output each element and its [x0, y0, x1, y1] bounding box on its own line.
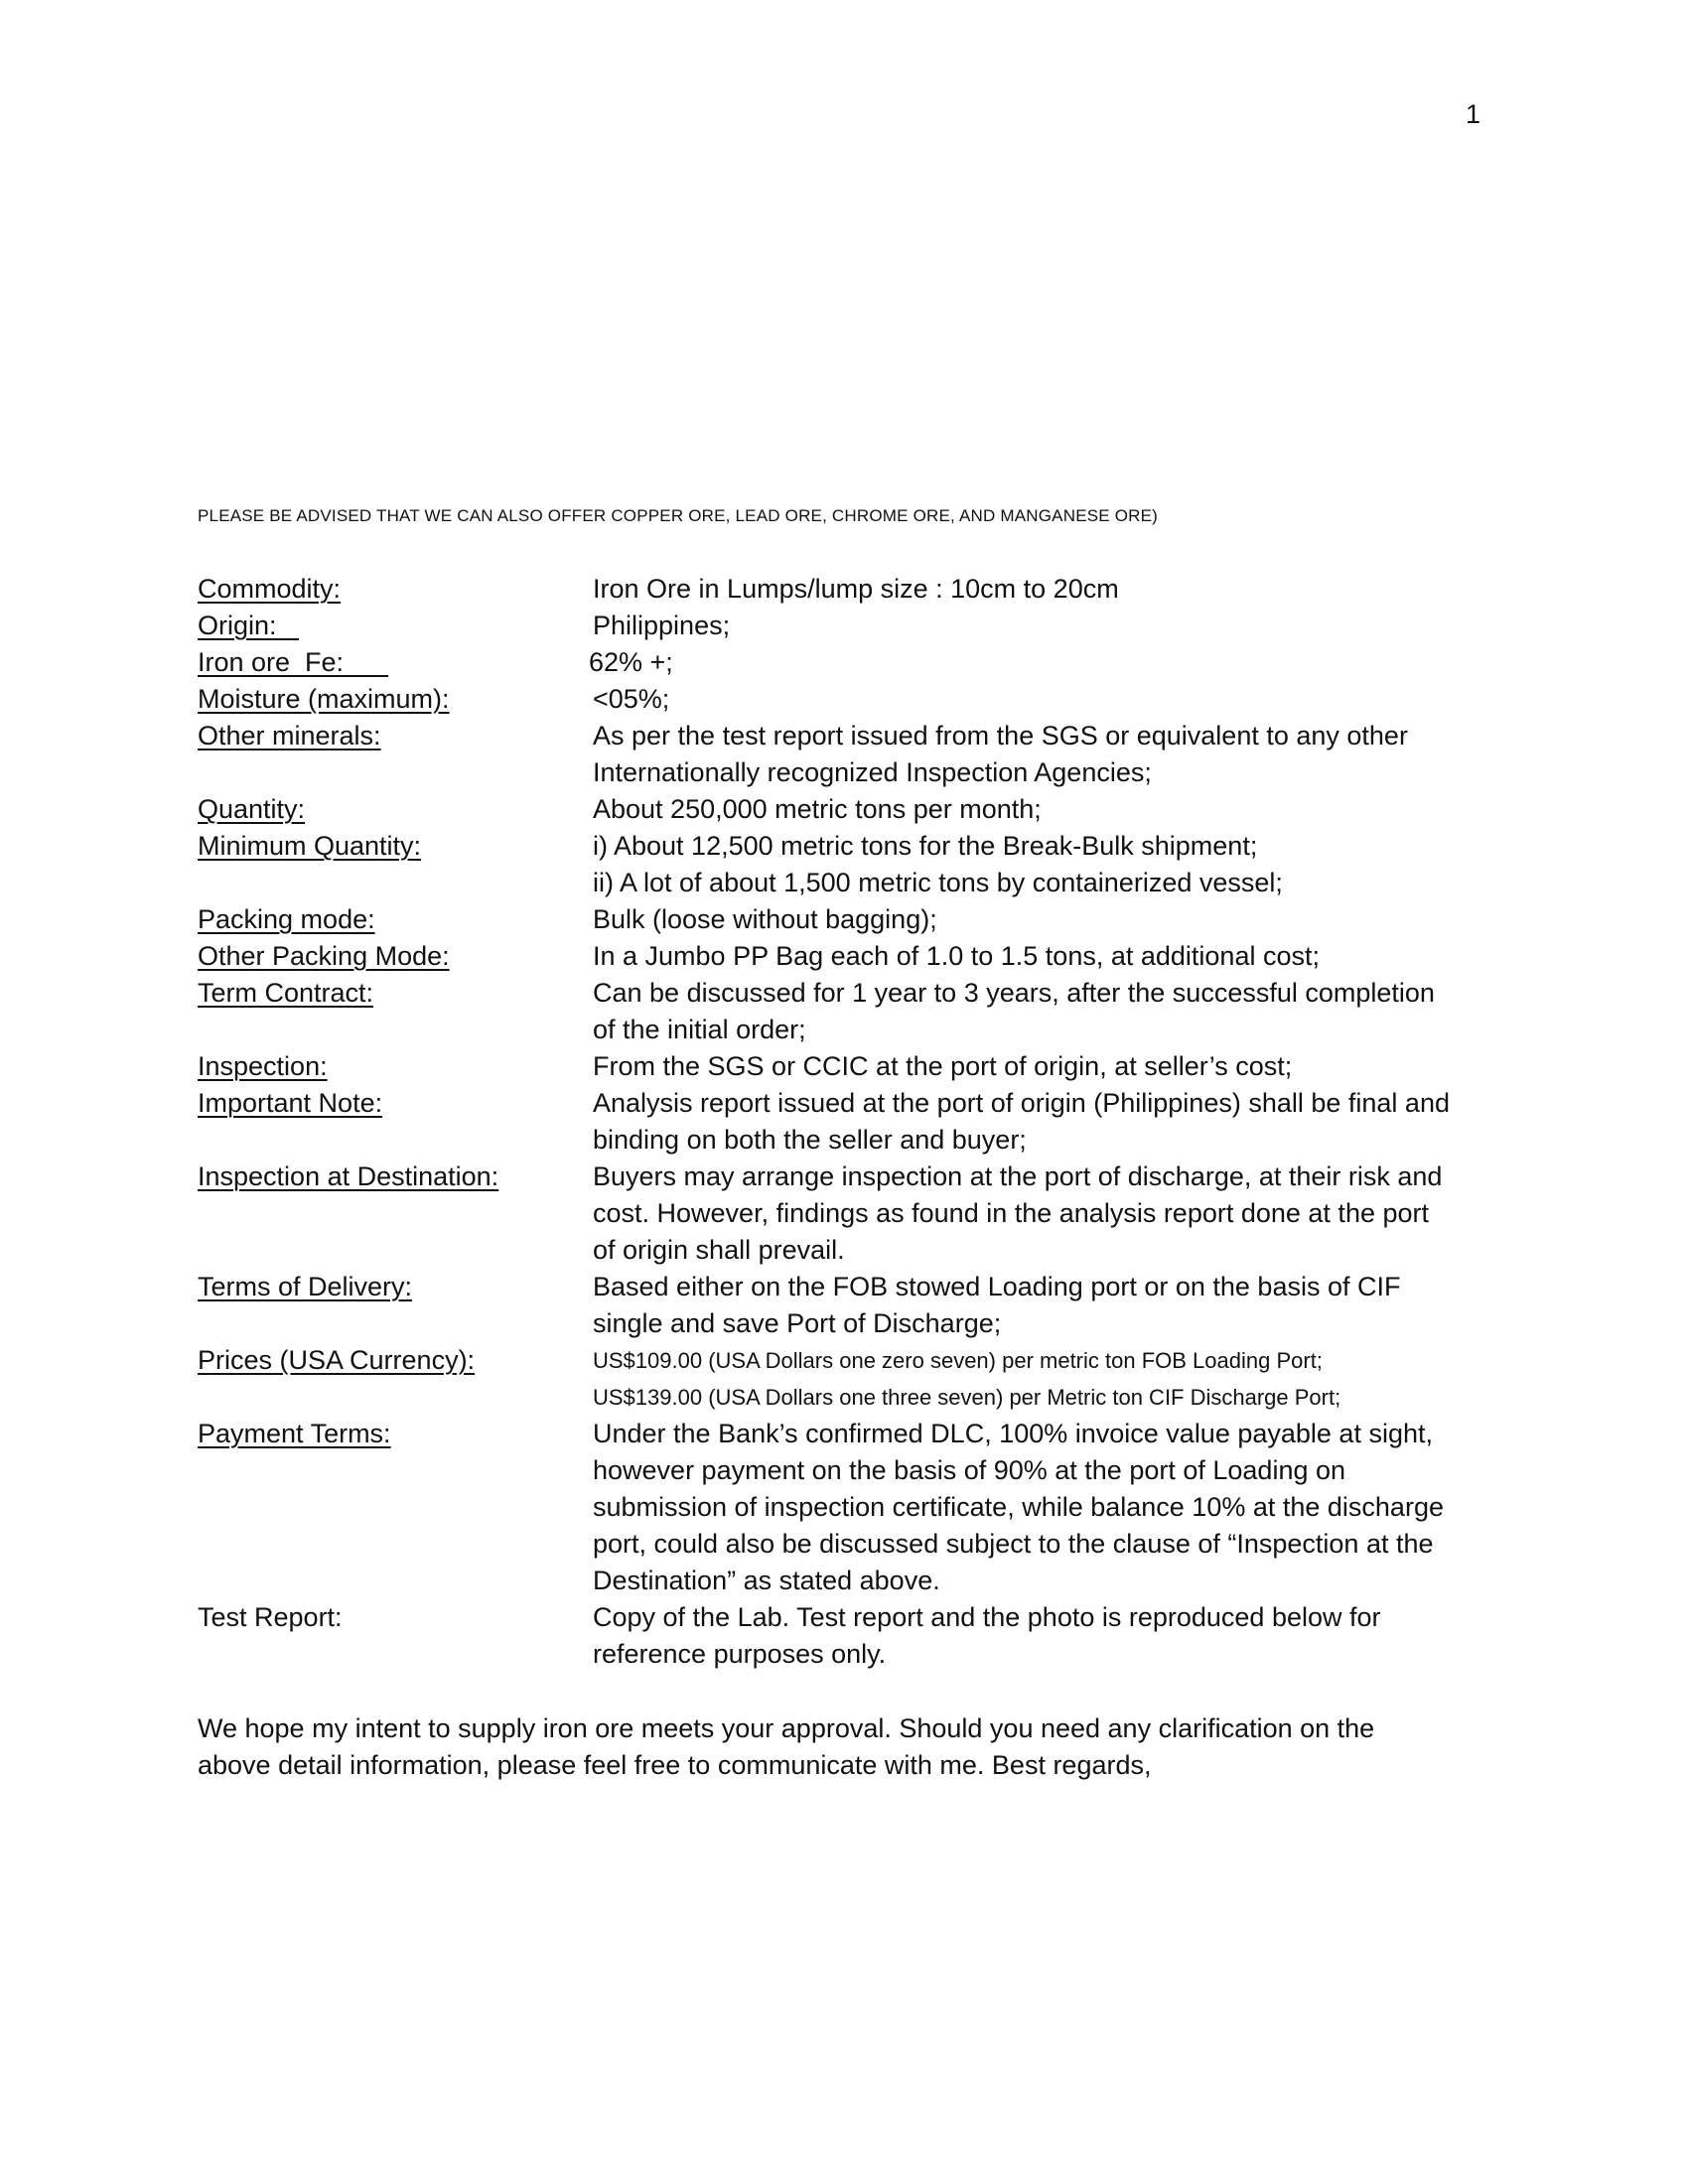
term-value-line: of the initial order;	[593, 1015, 806, 1044]
term-label: Other Packing Mode:	[198, 941, 450, 971]
term-value-line: Internationally recognized Inspection Agencies;	[593, 757, 1152, 787]
term-row-minimum-quantity	[198, 828, 1498, 901]
term-value-line: Copy of the Lab. Test report and the photo is reproduced below for	[593, 1602, 1381, 1632]
term-value-line: cost. However, findings as found in the analysis report done at the port	[593, 1198, 1429, 1228]
term-value	[593, 1085, 1498, 1159]
term-value-line: About 250,000 metric tons per month;	[593, 794, 1042, 824]
term-value-line: Analysis report issued at the port of origin (Philippines) shall be final and	[593, 1088, 1450, 1118]
term-row-moisture	[198, 681, 1498, 718]
term-label: Test Report:	[198, 1602, 343, 1632]
term-value	[593, 1048, 1498, 1085]
page-number: 1	[1466, 99, 1481, 129]
term-value	[593, 1342, 1498, 1416]
term-row-inspection-at-destination	[198, 1159, 1498, 1269]
term-value-line: Iron Ore in Lumps/lump size : 10cm to 20cm	[593, 574, 1119, 604]
term-row-term-contract	[198, 975, 1498, 1048]
term-value	[593, 718, 1498, 791]
term-value-line: Philippines;	[593, 611, 731, 640]
term-row-test-report	[198, 1599, 1498, 1673]
term-row-prices	[198, 1342, 1498, 1416]
term-label: Quantity:	[198, 794, 306, 824]
term-value-line: <05%;	[593, 684, 670, 714]
closing-line: We hope my intent to supply iron ore meets your approval. Should you need any clarification on the	[198, 1713, 1375, 1743]
term-value-line: port, could also be discussed subject to the clause of “Inspection at the	[593, 1529, 1434, 1559]
term-value-line: binding on both the seller and buyer;	[593, 1125, 1027, 1155]
term-value-line: Bulk (loose without bagging);	[593, 904, 937, 934]
term-label: Other minerals:	[198, 721, 381, 751]
term-value-line: From the SGS or CCIC at the port of origin, at seller’s cost;	[593, 1051, 1293, 1081]
term-row-origin	[198, 608, 1498, 644]
term-row-payment-terms	[198, 1416, 1498, 1599]
term-value-line: submission of inspection certificate, while balance 10% at the discharge	[593, 1492, 1444, 1522]
term-value-line: Buyers may arrange inspection at the port of discharge, at their risk and	[593, 1161, 1443, 1191]
term-value-line: ii) A lot of about 1,500 metric tons by containerized vessel;	[593, 868, 1283, 897]
term-row-packing-mode	[198, 901, 1498, 938]
term-label: Inspection:	[198, 1051, 328, 1081]
term-value	[593, 901, 1498, 938]
term-value-line: As per the test report issued from the SGS or equivalent to any other	[593, 721, 1408, 751]
term-value	[593, 681, 1498, 718]
term-value-line: Destination” as stated above.	[593, 1566, 940, 1595]
term-row-inspection	[198, 1048, 1498, 1085]
term-value	[593, 1599, 1498, 1673]
term-label: Terms of Delivery:	[198, 1272, 413, 1301]
term-value-line: Under the Bank’s confirmed DLC, 100% invoice value payable at sight,	[593, 1419, 1433, 1448]
term-value-line: Based either on the FOB stowed Loading port or on the basis of CIF	[593, 1272, 1401, 1301]
term-value	[593, 1159, 1498, 1269]
term-value	[593, 571, 1498, 608]
term-label: Moisture (maximum):	[198, 684, 450, 714]
term-value-line: i) About 12,500 metric tons for the Break-Bulk shipment;	[593, 831, 1258, 861]
term-value-line: single and save Port of Discharge;	[593, 1308, 1002, 1338]
term-value-line: Can be discussed for 1 year to 3 years, after the successful completion	[593, 978, 1435, 1008]
term-value-line: 62% +;	[589, 647, 673, 677]
term-label: Inspection at Destination:	[198, 1161, 499, 1191]
term-value	[593, 975, 1498, 1048]
term-row-commodity	[198, 571, 1498, 608]
term-label: Packing mode:	[198, 904, 375, 934]
term-value	[593, 791, 1498, 828]
term-value-line: reference purposes only.	[593, 1639, 887, 1669]
term-label: Minimum Quantity:	[198, 831, 422, 861]
term-value-line: US$139.00 (USA Dollars one three seven) per Metric ton CIF Discharge Port;	[593, 1385, 1341, 1410]
term-row-iron-ore-fe	[198, 644, 1498, 681]
term-value-line: of origin shall prevail.	[593, 1235, 845, 1265]
term-value	[593, 1269, 1498, 1342]
term-row-terms-of-delivery	[198, 1269, 1498, 1342]
term-row-important-note	[198, 1085, 1498, 1159]
term-value	[593, 938, 1498, 975]
term-value	[589, 644, 1498, 681]
term-row-other-packing-mode	[198, 938, 1498, 975]
closing-line: above detail information, please feel free to communicate with me. Best regards,	[198, 1750, 1152, 1780]
term-row-quantity	[198, 791, 1498, 828]
term-value-line: In a Jumbo PP Bag each of 1.0 to 1.5 tons, at additional cost;	[593, 941, 1320, 971]
term-value-line: however payment on the basis of 90% at the port of Loading on	[593, 1455, 1346, 1485]
closing-paragraph	[198, 1710, 1498, 1784]
term-row-other-minerals	[198, 718, 1498, 791]
terms-table	[198, 571, 1498, 1673]
term-label: Iron ore Fe:	[198, 647, 389, 677]
term-label: Origin:	[198, 611, 300, 640]
term-label: Commodity:	[198, 574, 342, 604]
notice-heading: PLEASE BE ADVISED THAT WE CAN ALSO OFFER COPPER ORE, LEAD ORE, CHROME ORE, AND MANGANESE ORE)	[198, 506, 1159, 525]
term-value	[593, 828, 1498, 901]
term-value	[593, 608, 1498, 644]
term-value	[593, 1416, 1498, 1599]
term-label: Payment Terms:	[198, 1419, 391, 1448]
term-value-line: US$109.00 (USA Dollars one zero seven) per metric ton FOB Loading Port;	[593, 1348, 1323, 1373]
term-label: Term Contract:	[198, 978, 374, 1008]
term-label: Prices (USA Currency):	[198, 1345, 476, 1375]
term-label: Important Note:	[198, 1088, 383, 1118]
